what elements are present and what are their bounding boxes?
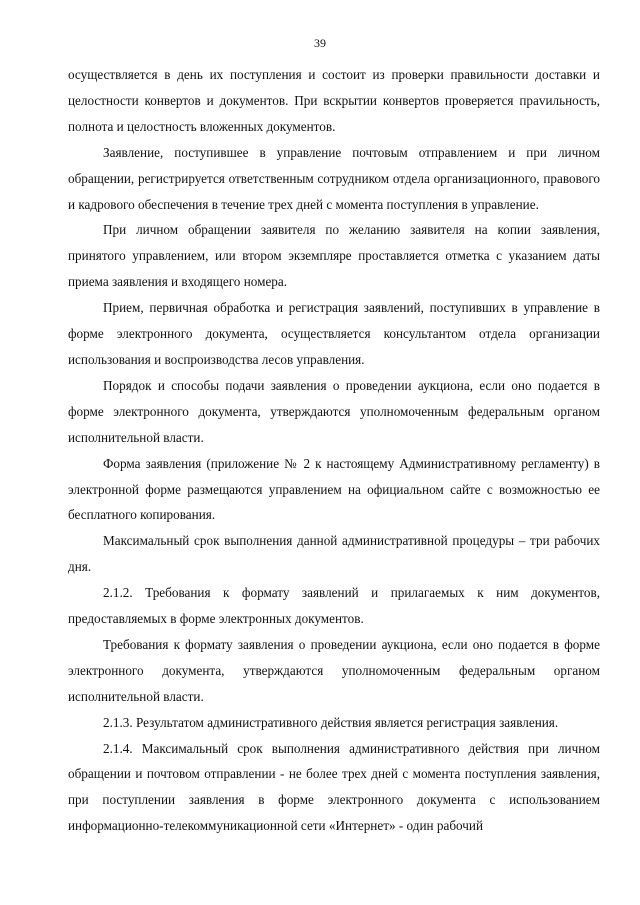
page-number: 39 [314, 36, 326, 50]
section-2-1-4-paragraph: 2.1.4. Максимальный срок выполнения административного действия при личном обращении и почтовом отправлении - не более трех дней с момента поступления заявления, при поступлении заявления в форме электронного документа с использованием информационно-телекоммуникационной сети «Интернет» - один рабочий [68, 740, 600, 834]
paragraph: Порядок и способы подачи заявления о проведении аукциона, если оно подается в форме электронного документа, утверждаются уполномоченным федеральным органом исполнительной власти. [68, 377, 600, 445]
document-body [68, 62, 600, 839]
paragraph: Прием, первичная обработка и регистрация заявлений, поступивших в управление в форме электронного документа, осуществляется консультантом отдела организации использования и воспроизводства лесов управления. [68, 300, 600, 367]
paragraph: При личном обращении заявителя по желанию заявителя на копии заявления, принятого управлением, или втором экземпляре проставляется отметка с указанием даты приема заявления и входящего номера. [68, 222, 600, 290]
paragraph: Форма заявления (приложение № 2 к настоящему Административному регламенту) в электронной форме размещаются управлением на официальном сайте с возможностью ее бесплатного копирования. [68, 455, 600, 523]
paragraph: Максимальный срок выполнения данной административной процедуры – три рабочих дня. [68, 533, 600, 575]
paragraph: Требования к формату заявления о проведении аукциона, если оно подается в форме электронного документа, утверждаются уполномоченным федеральным органом исполнительной власти. [68, 636, 600, 704]
section-2-1-2-heading: 2.1.2. Требования к формату заявлений и прилагаемых к ним документов, предоставляемых в форме электронных документов. [68, 585, 600, 627]
paragraph-continued: осуществляется в день их поступления и состоит из проверки правильности доставки и целостности конвертов и документов. При вскрытии конвертов проверяется праvильность, полнота и целостность вложенных документов. [68, 67, 600, 134]
section-2-1-3-paragraph: 2.1.3. Результатом административного действия является регистрация заявления. [103, 714, 559, 730]
paragraph: Заявление, поступившее в управление почтовым отправлением и при личном обращении, регистрируется ответственным сотрудником отдела организационного, правового и кадрового обеспечения в течение трех дней с момента поступления в управление. [68, 144, 600, 212]
